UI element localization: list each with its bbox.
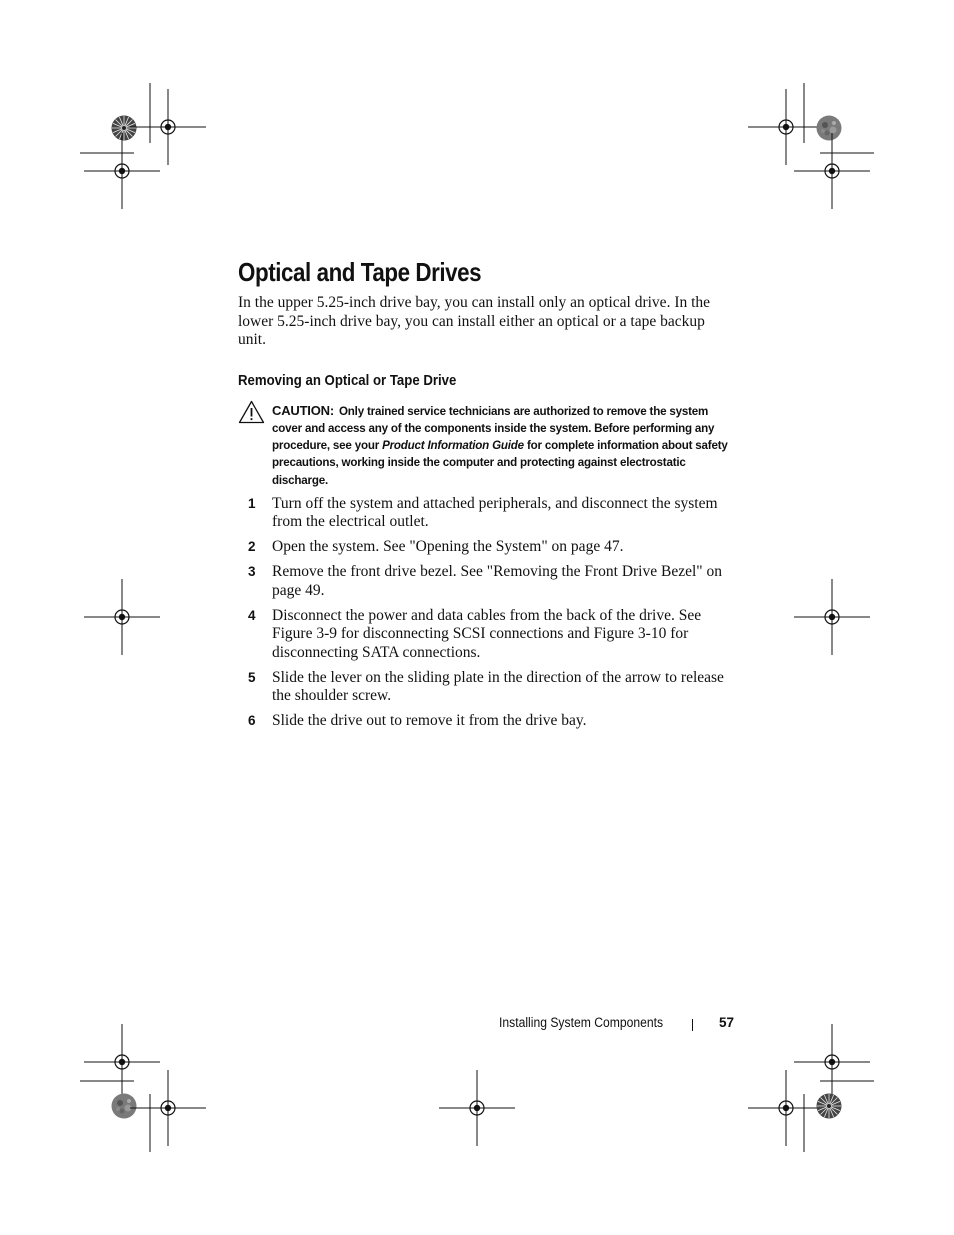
step-text: Open the system. See "Opening the System" on page 47. bbox=[272, 538, 624, 556]
step-text: Turn off the system and attached peripherals, and disconnect the system from the electrical outlet. bbox=[272, 494, 718, 531]
step-number: 5 bbox=[248, 669, 256, 685]
caution-label: CAUTION: bbox=[272, 402, 334, 418]
footer-section-name: Installing System Components bbox=[499, 1015, 664, 1030]
step-number: 2 bbox=[248, 539, 256, 555]
step-number: 6 bbox=[248, 713, 256, 729]
step-text: Remove the front drive bezel. See "Removing the Front Drive Bezel" on page 49. bbox=[272, 563, 722, 599]
caution-notice bbox=[238, 402, 738, 489]
step-item bbox=[238, 607, 738, 663]
step-item bbox=[238, 563, 738, 600]
footer-page-number: 57 bbox=[719, 1015, 735, 1030]
warning-triangle-icon bbox=[238, 400, 265, 424]
step-item bbox=[238, 495, 738, 532]
step-number: 3 bbox=[248, 564, 256, 580]
step-number: 1 bbox=[248, 495, 256, 511]
procedure-steps bbox=[238, 495, 738, 731]
section-title: Removing an Optical or Tape Drive bbox=[238, 371, 457, 389]
page-content bbox=[238, 252, 738, 737]
intro-paragraph: In the upper 5.25-inch drive bay, you can install only an optical drive. In the lower 5.25-inch drive bay, you can install either an optical or a tape backup unit. bbox=[238, 294, 711, 348]
caution-text-before: Only trained service technicians are authorized to remove the system cover and access any of the components inside the system. Before performing any procedure, see your bbox=[272, 404, 715, 453]
caution-emphasis: Product Information Guide bbox=[382, 439, 524, 453]
step-item bbox=[238, 538, 738, 557]
step-text: Disconnect the power and data cables from the back of the drive. See Figure 3-9 for disconnecting SCSI connections and Figure 3-10 for disconnecting SATA connections. bbox=[272, 606, 702, 661]
page-title: Optical and Tape Drives bbox=[238, 257, 482, 287]
step-text: Slide the lever on the sliding plate in the direction of the arrow to release the shoulder screw. bbox=[272, 668, 724, 705]
step-item bbox=[238, 712, 738, 731]
step-number: 4 bbox=[248, 607, 256, 623]
step-item bbox=[238, 669, 738, 706]
step-text: Slide the drive out to remove it from the drive bay. bbox=[272, 712, 587, 730]
caution-text-after: for complete information about safety precautions, working inside the computer and protecting against electrostatic discharge. bbox=[272, 439, 728, 487]
footer-divider bbox=[692, 1019, 693, 1031]
